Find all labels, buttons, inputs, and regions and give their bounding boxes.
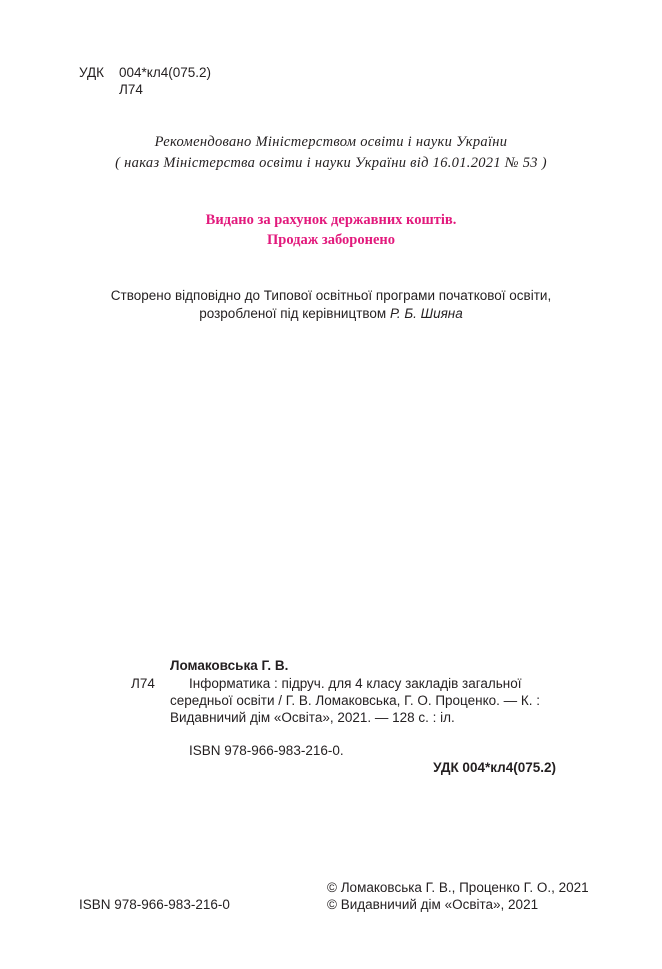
recommendation-line2: ( наказ Міністерства освіти і науки України від 16.01.2021 № 53 )	[115, 155, 547, 171]
catalog-line2: середньої освіти / Г. В. Ломаковська, Г. О. Проценко. — К. :	[170, 693, 541, 708]
catalog-line1: Інформатика : підруч. для 4 класу закладів загальної	[189, 676, 522, 691]
catalog-udk: УДК 004*кл4(075.2)	[433, 760, 556, 775]
program-line2	[0, 306, 662, 321]
catalog-author: Ломаковська Г. В.	[170, 658, 289, 673]
sale-prohibited-notice: Продаж заборонено	[267, 232, 395, 248]
catalog-line3: Видавничий дім «Освіта», 2021. — 128 с. : іл.	[170, 710, 455, 725]
copyright-publisher: © Видавничий дім «Освіта», 2021	[327, 897, 539, 912]
program-line2-prefix: розробленої під керівництвом	[199, 306, 387, 321]
copyright-authors: © Ломаковська Г. В., Проценко Г. О., 2021	[327, 880, 589, 895]
footer-isbn: ISBN 978-966-983-216-0	[79, 897, 230, 912]
udk-code: 004*кл4(075.2)	[119, 65, 211, 80]
recommendation-line1: Рекомендовано Міністерством освіти і науки України	[154, 134, 508, 150]
program-supervisor-name: Р. Б. Шияна	[389, 306, 463, 321]
program-line1: Створено відповідно до Типової освітньої програми початкової освіти,	[110, 288, 552, 303]
funding-notice: Видано за рахунок державних коштів.	[205, 212, 457, 228]
catalog-isbn: ISBN 978-966-983-216-0.	[189, 743, 344, 758]
author-mark: Л74	[119, 82, 143, 97]
udk-label: УДК	[79, 65, 104, 80]
catalog-mark: Л74	[131, 676, 155, 691]
